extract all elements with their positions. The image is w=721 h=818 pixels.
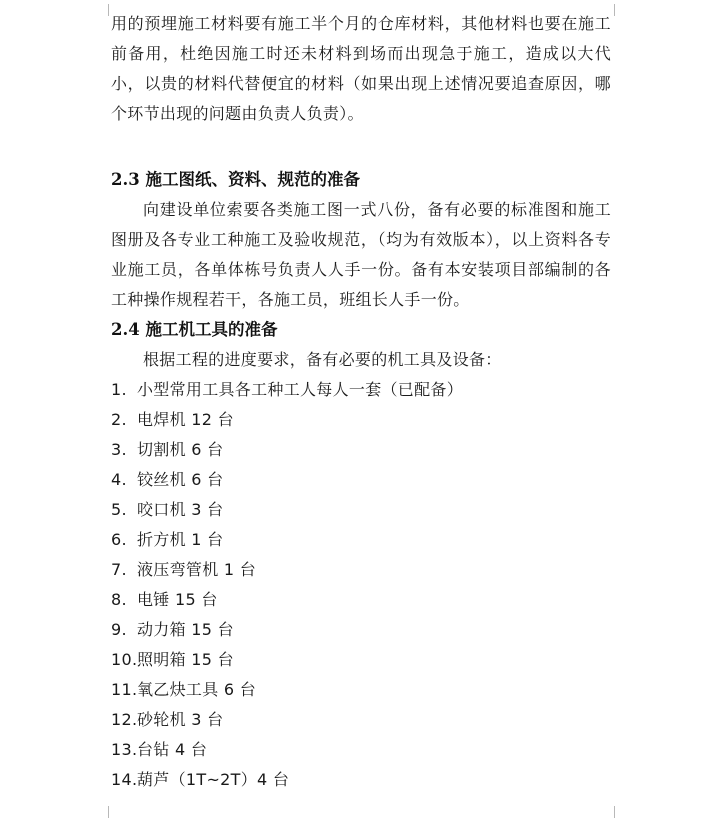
- section-2-3-heading: 2.3 施工图纸、资料、规范的准备: [111, 170, 360, 189]
- page-margin-mark-top-right: [614, 4, 627, 16]
- list-item-number: 9.: [111, 620, 127, 639]
- intro-paragraph: 用的预埋施工材料要有施工半个月的仓库材料，其他材料也要在施工前备用，杜绝因施工时还未材料到场而出现急于施工，造成以大代小，以贵的材料代替便宜的材料（如果出现上述情况要追查原因，哪个环节出现的问题由负责人负责）。: [111, 14, 611, 123]
- list-item: [111, 645, 611, 675]
- list-item-text: 氧乙炔工具 6 台: [137, 680, 257, 699]
- list-item-number: 10.: [111, 650, 138, 669]
- section-2-4-heading: 2.4 施工机工具的准备: [111, 320, 278, 339]
- list-item-text: 折方机 1 台: [137, 530, 224, 549]
- list-item: [111, 735, 611, 765]
- list-item-text: 小型常用工具各工种工人每人一套（已配备）: [137, 380, 464, 399]
- list-item-number: 1.: [111, 380, 127, 399]
- list-item-text: 电锤 15 台: [137, 590, 218, 609]
- list-item: [111, 525, 611, 555]
- list-item: [111, 765, 611, 795]
- list-item-text: 动力箱 15 台: [137, 620, 234, 639]
- page-margin-mark-bottom-right: [614, 806, 627, 818]
- list-item: [111, 615, 611, 645]
- page-margin-mark-bottom-left: [96, 806, 109, 818]
- section-2-4-intro: 根据工程的进度要求，备有必要的机工具及设备：: [143, 350, 502, 369]
- list-item-number: 11.: [111, 680, 138, 699]
- document-body: [111, 9, 611, 795]
- list-item-number: 7.: [111, 560, 127, 579]
- paragraph-gap: [111, 129, 611, 165]
- list-item-number: 14.: [111, 770, 138, 789]
- list-item-text: 照明箱 15 台: [137, 650, 234, 669]
- list-item-number: 2.: [111, 410, 127, 429]
- section-2-3-body: 向建设单位索要各类施工图一式八份，备有必要的标准图和施工图册及各专业工种施工及验收规范，（均为有效版本），以上资料各专业施工员，各单体栋号负责人人手一份。备有本安装项目部编制的各工种操作规程若干，各施工员，班组长人手一份。: [111, 200, 611, 309]
- list-item-text: 葫芦（1T~2T）4 台: [137, 770, 290, 789]
- list-item: [111, 435, 611, 465]
- list-item-number: 8.: [111, 590, 127, 609]
- page-margin-mark-top-left: [96, 4, 109, 16]
- list-item: [111, 585, 611, 615]
- list-item-text: 液压弯管机 1 台: [137, 560, 257, 579]
- list-item-text: 电焊机 12 台: [137, 410, 234, 429]
- list-item-text: 台钻 4 台: [137, 740, 208, 759]
- list-item: [111, 405, 611, 435]
- list-item-text: 切割机 6 台: [137, 440, 224, 459]
- list-item-number: 6.: [111, 530, 127, 549]
- list-item-number: 4.: [111, 470, 127, 489]
- list-item-number: 13.: [111, 740, 138, 759]
- list-item: [111, 375, 611, 405]
- list-item-number: 5.: [111, 500, 127, 519]
- equipment-list: [111, 375, 611, 795]
- list-item: [111, 555, 611, 585]
- list-item-number: 3.: [111, 440, 127, 459]
- list-item: [111, 465, 611, 495]
- list-item-text: 铰丝机 6 台: [137, 470, 224, 489]
- list-item-text: 砂轮机 3 台: [137, 710, 224, 729]
- list-item-text: 咬口机 3 台: [137, 500, 224, 519]
- list-item-number: 12.: [111, 710, 138, 729]
- list-item: [111, 705, 611, 735]
- list-item: [111, 675, 611, 705]
- list-item: [111, 495, 611, 525]
